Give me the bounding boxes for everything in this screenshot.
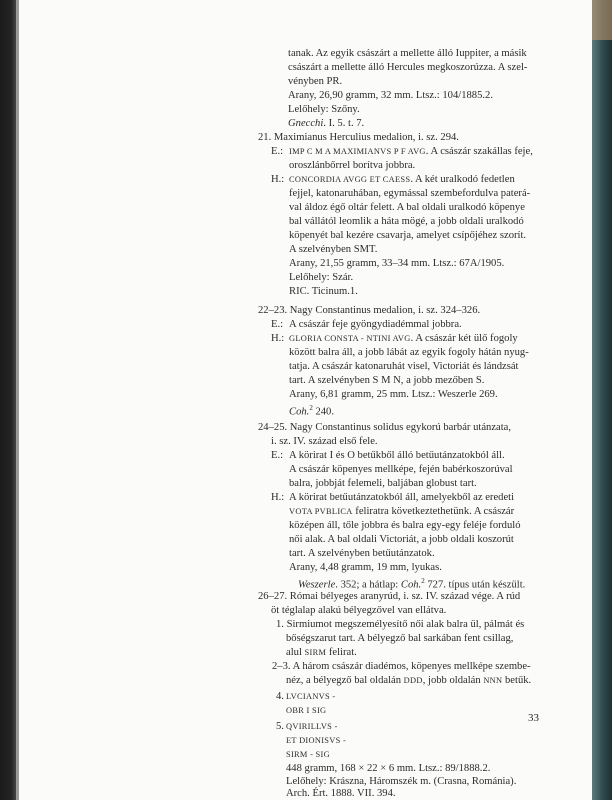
reverse-text: . A két uralkodó fedetlen xyxy=(410,174,515,185)
stamp-line: QVIRILLVS - xyxy=(286,722,338,731)
legend: VOTA PVBLICA xyxy=(289,507,353,516)
reverse-label: H.: xyxy=(271,492,285,503)
text-line: női alak. A bal oldali Victoriát, a jobb oldali koszorút xyxy=(289,534,514,545)
text-line: között balra áll, a jobb lábát az egyik fogoly hátán nyug- xyxy=(289,347,529,358)
legend: GLORIA CONSTA - NTINI AVG xyxy=(289,334,411,343)
text-line: A szelvényben SMT. xyxy=(289,244,378,255)
reverse-line xyxy=(289,332,518,345)
stamp-line: SIRM - SIG xyxy=(286,750,330,759)
text-line: RIC. Ticinum.1. xyxy=(289,286,358,297)
reverse-label: H.: xyxy=(271,333,285,344)
text-mid: , jobb oldalán xyxy=(422,675,484,686)
text-line xyxy=(286,674,531,687)
reverse-text: . A császár két ülő fogoly xyxy=(410,333,518,344)
text-line: fejjel, katonaruhában, egymással szembefordulva paterá- xyxy=(289,188,531,199)
reverse-label: H.: xyxy=(271,174,285,185)
ref-author: Weszerle xyxy=(298,579,336,591)
entry-title: 26–27. Római bélyeges aranyrúd, i. sz. IV. század vége. A rúd xyxy=(258,591,521,602)
text-line: Lelőhely: Szár. xyxy=(289,272,354,283)
ref-sup: 2 xyxy=(421,577,425,585)
text-line: vényben PR. xyxy=(288,76,343,87)
reverse-line: A körirat betűutánzatokból áll, amelyekből az eredeti xyxy=(289,492,515,503)
stamp-line: LVCIANVS - xyxy=(286,692,336,701)
page-number: 33 xyxy=(528,712,539,724)
text-line: 448 gramm, 168 × 22 × 6 mm. Ltsz.: 89/1888.2. xyxy=(286,763,491,774)
text-line: bőségszarut tart. A bélyegző bal sarkában fent csillag, xyxy=(286,633,514,644)
text-pre: néz, a bélyegző bal oldalán xyxy=(286,675,404,686)
ref-rest: 240. xyxy=(312,406,334,418)
entry-title-cont: i. sz. IV. század első fele. xyxy=(271,436,378,447)
obverse-text: . A császár szakállas feje, xyxy=(425,146,533,157)
book-spine xyxy=(0,0,16,800)
text-line: tatja. A császár katonaruhát visel, Victoriát és lándzsát xyxy=(289,361,519,372)
legend-after: feliratra következtethetünk. A császár xyxy=(352,506,515,517)
legend: CONCORDIA AVGG ET CAESS xyxy=(289,175,411,184)
obverse-label: E.: xyxy=(271,146,284,157)
ref-mid: . 352; a hátlap: xyxy=(335,579,401,591)
text-line: Arany, 6,81 gramm, 25 mm. Ltsz.: Weszerle 269. xyxy=(289,389,498,400)
text-line: A körirat I és O betűkből álló betűutánzatokból áll. xyxy=(289,450,505,461)
text-line xyxy=(286,646,357,659)
reference-line xyxy=(288,117,364,130)
text-line: köpenyét bal kezére csavarja, amelyet csípőjéhez szorít. xyxy=(289,230,527,241)
text-line: Arany, 4,48 gramm, 19 mm, lyukas. xyxy=(289,562,442,573)
text-line: Lelőhely: Krászna, Háromszék m. (Crasna, Románia). xyxy=(286,776,517,787)
obverse-label: E.: xyxy=(271,450,284,461)
text-line: tart. A szelvényben S M N, a jobb mezőben S. xyxy=(289,375,485,386)
obverse-line: A császár feje gyöngydiadémmal jobbra. xyxy=(289,319,462,330)
stamp-line: OBR I SIG xyxy=(286,706,327,715)
reference-line xyxy=(289,402,334,419)
ref-sup: 2 xyxy=(309,404,313,412)
reverse-line xyxy=(289,173,515,186)
obverse-label: E.: xyxy=(271,319,284,330)
obverse-line xyxy=(289,145,533,158)
text-line: 1. Sirmiumot megszemélyesítő női alak balra ül, pálmát és xyxy=(276,619,525,630)
ref-author: Gnecchi xyxy=(288,118,324,129)
text-line: császárt a mellette álló Hercules megkoszorúzza. A szel- xyxy=(288,62,528,73)
text-line: középen áll, tőle jobbra és balra egy-egy feléje forduló xyxy=(289,520,521,531)
text-line: Arany, 21,55 gramm, 33–34 mm. Ltsz.: 67A/1905. xyxy=(289,258,505,269)
ref-author: Coh. xyxy=(289,406,310,418)
text-line: tanak. Az egyik császárt a mellette álló Iuppiter, a másik xyxy=(288,48,527,59)
text-line: oroszlánbőrrel borítva jobbra. xyxy=(289,160,416,171)
legend: DDD xyxy=(403,676,423,685)
text-post: felirat. xyxy=(326,647,357,658)
entry-title-cont: öt téglalap alakú bélyegzővel van ellátva. xyxy=(271,605,447,616)
text-line: val áldoz égő oltár felett. A bal oldali uralkodó köpenye xyxy=(289,202,525,213)
text-pre: alul xyxy=(286,647,305,658)
text-line: balra, jobbját felemeli, baljában globust tart. xyxy=(289,478,477,489)
ref-rest: 727. típus után készült. xyxy=(424,579,526,591)
text-line: bal vállától leomlik a háta mögé, a jobb oldali uralkodó xyxy=(289,216,524,227)
stamp-line: ET DIONISVS - xyxy=(286,736,347,745)
text-line: Arany, 26,90 gramm, 32 mm. Ltsz.: 104/1885.2. xyxy=(288,90,493,101)
item-label: 4. xyxy=(276,691,284,702)
item-label: 5. xyxy=(276,721,284,732)
text-post: betűk. xyxy=(502,675,532,686)
text-line: 2–3. A három császár diadémos, köpenyes mellképe szembe- xyxy=(272,661,531,672)
entry-title: 21. Maximianus Herculius medalion, i. sz. 294. xyxy=(258,132,459,143)
legend-line xyxy=(289,505,514,518)
text-line: tart. A szelvényben betűutánzatok. xyxy=(289,548,435,559)
text-line: A császár köpenyes mellképe, fején babérkoszorúval xyxy=(289,464,513,475)
cover-corner xyxy=(592,0,612,40)
legend: NNN xyxy=(483,676,503,685)
ref-rest: . I. 5. t. 7. xyxy=(323,118,365,129)
entry-title: 22–23. Nagy Constantinus medalion, i. sz. 324–326. xyxy=(258,305,481,316)
text-line: Lelőhely: Szőny. xyxy=(288,104,360,115)
book-cover-edge xyxy=(592,0,612,800)
text-line: Arch. Ért. 1888. VII. 394. xyxy=(286,788,396,799)
ref-author-2: Coh. xyxy=(400,579,422,591)
legend: SIRM xyxy=(304,648,327,657)
legend: IMP C M A MAXIMIANVS P F AVG xyxy=(289,147,426,156)
entry-title: 24–25. Nagy Constantinus solidus egykorú barbár utánzata, xyxy=(258,422,512,433)
